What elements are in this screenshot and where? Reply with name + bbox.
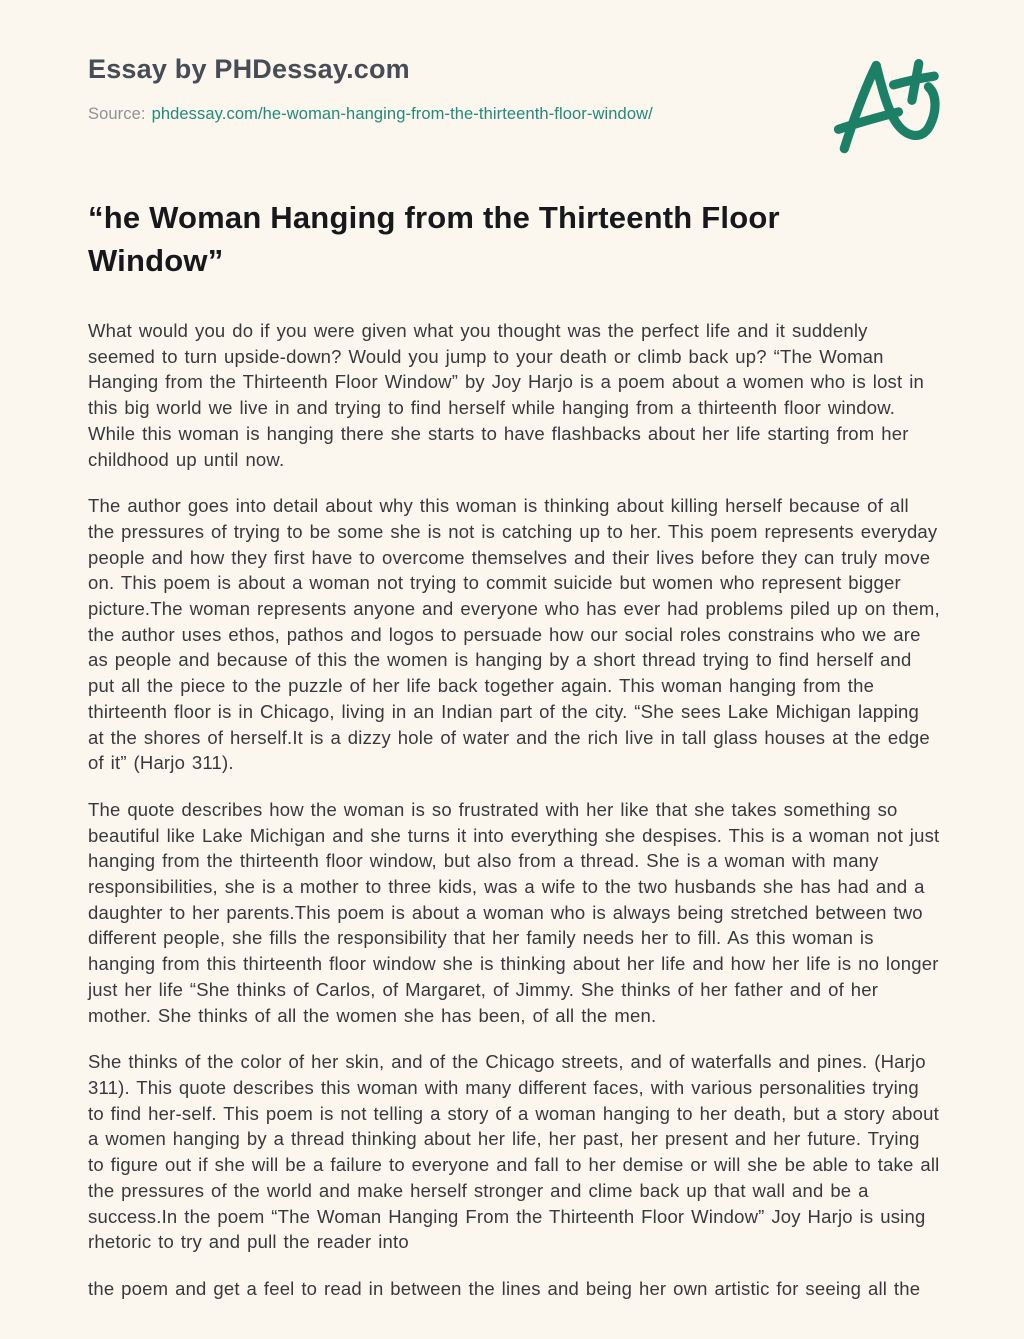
- essay-title: “he Woman Hanging from the Thirteenth Floor Window”: [88, 200, 780, 278]
- essay-paragraph-4: She thinks of the color of her skin, and of the Chicago streets, and of waterfalls and pines. (Harjo 311). This quote describes this woman with many different faces, with various personalities trying to find her-self. This poem is not telling a story of a woman hanging to her death, but a story about a women hanging by a thread thinking about her life, her past, her present and her future. Trying to figure out if she will be a failure to everyone and fall to her demise or will she be able to take all the pressures of the world and make herself stronger and clime back up that wall and be a success.In the poem “The Woman Hanging From the Thirteenth Floor Window” Joy Harjo is using rhetoric to try and pull the reader into: [88, 1051, 940, 1253]
- source-url-link[interactable]: phdessay.com/he-woman-hanging-from-the-thirteenth-floor-window/: [151, 105, 653, 123]
- source-line: [88, 105, 936, 124]
- phdessay-a-plus-logo[interactable]: [824, 50, 940, 168]
- essay-paragraph-2: The author goes into detail about why this woman is thinking about killing herself because of all the pressures of trying to be some she is not is catching up to her. This poem represents everyday people and how they first have to overcome themselves and their lives before they can truly move on. This poem is about a woman not trying to commit suicide but women who represent bigger picture.The woman represents anyone and everyone who has ever had problems piled up on them, the author uses ethos, pathos and logos to persuade how our social roles constrains who we are as people and because of this the women is hanging by a short thread trying to find herself and put all the piece to the puzzle of her life back together again. This woman hanging from the thirteenth floor is in Chicago, living in an Indian part of the city. “She sees Lake Michigan lapping at the shores of herself.It is a dizzy hole of water and the rich live in tall glass houses at the edge of it” (Harjo 311).: [88, 495, 940, 774]
- essay-paragraph-clipped-line: the poem and get a feel to read in between the lines and being her own artistic for seeing all the: [88, 1277, 921, 1299]
- logo-a-left-stroke: [844, 66, 876, 149]
- site-header: [88, 54, 936, 124]
- essay-paragraph-1: What would you do if you were given what you thought was the perfect life and it suddenly seemed to turn upside-down? Would you jump to your death or climb back up? “The Woman Hanging from the Thirteenth Floor Window” by Joy Harjo is a poem about a women who is lost in this big world we live in and trying to find herself while hanging from a thirteenth floor window. While this woman is hanging there she starts to have flashbacks about her life starting from her childhood up until now.: [88, 320, 924, 470]
- essay-body: [88, 318, 940, 1299]
- source-label: Source:: [88, 105, 146, 123]
- logo-a-crossbar-stroke: [839, 112, 899, 129]
- site-header-title: Essay by PHDessay.com: [88, 54, 410, 84]
- essay-paragraph-3: The quote describes how the woman is so frustrated with her like that she takes something so beautiful like Lake Michigan and she turns it into everything she despises. This is a woman not just hanging from the thirteenth floor window, but also from a thread. She is a woman with many responsibilities, she is a mother to three kids, was a wife to the two husbands she has had and a daughter to her parents.This poem is about a woman who is always being stretched between two different people, she fills the responsibility that her family needs her to fill. As this woman is hanging from this thirteenth floor window she is thinking about her life and how her life is no longer just her life “She thinks of Carlos, of Margaret, of Jimmy. She thinks of her father and of her mother. She thinks of all the women she has been, of all the men.: [88, 798, 940, 1026]
